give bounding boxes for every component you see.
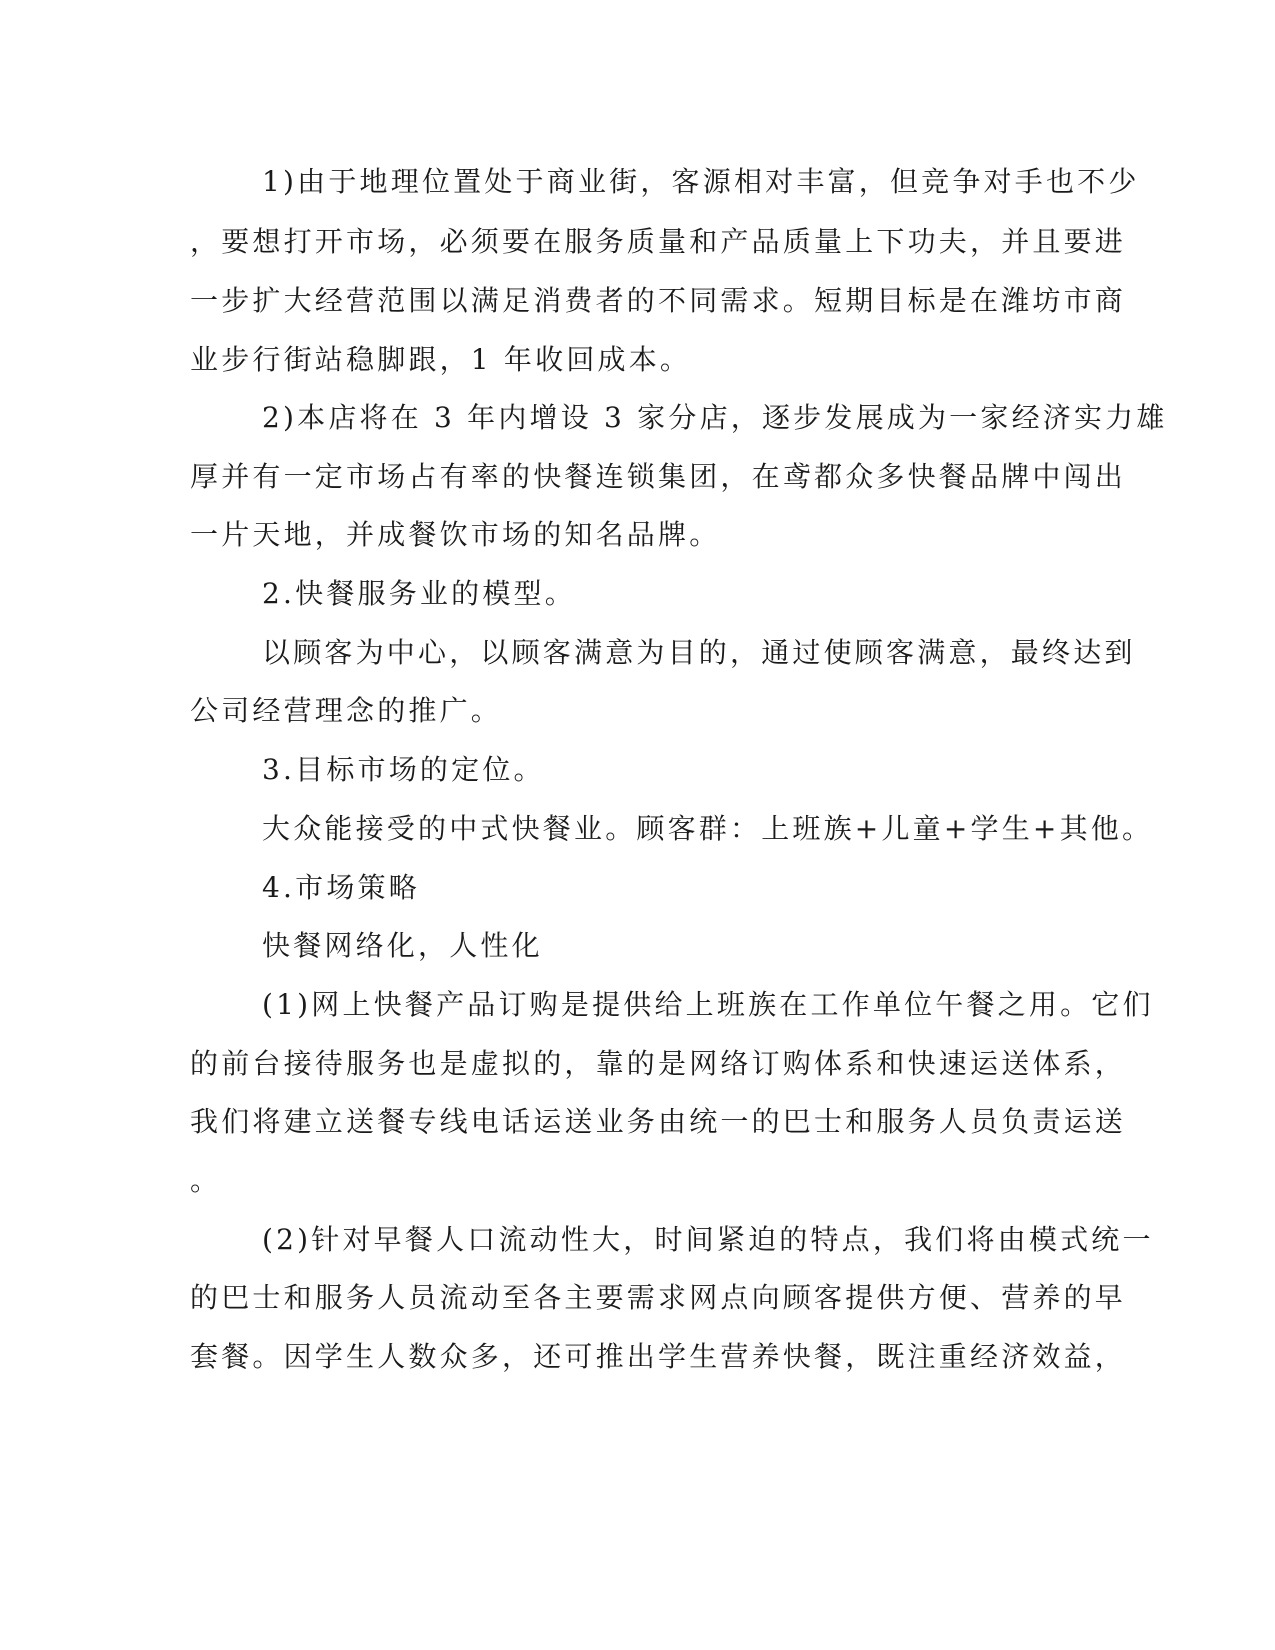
paragraph-1-line-3: 一步扩大经营范围以满足消费者的不同需求。短期目标是在潍坊市商 (190, 284, 1127, 317)
paragraph-7-line-2: 的巴士和服务人员流动至各主要需求网点向顾客提供方便、营养的早 (190, 1281, 1127, 1314)
paragraph-7-line-3: 套餐。因学生人数众多，还可推出学生营养快餐，既注重经济效益， (190, 1340, 1127, 1373)
paragraph-6-line-3: 我们将建立送餐专线电话运送业务由统一的巴士和服务人员负责运送 (190, 1105, 1127, 1138)
paragraph-4-line-1: 大众能接受的中式快餐业。顾客群：上班族+儿童+学生+其他。 (262, 812, 1154, 845)
paragraph-3-line-2: 公司经营理念的推广。 (190, 694, 503, 727)
paragraph-1-line-1: 1)由于地理位置处于商业街，客源相对丰富，但竞争对手也不少 (262, 165, 1140, 198)
paragraph-1-line-4: 业步行街站稳脚跟，1 年收回成本。 (190, 343, 692, 376)
heading-target-market: 3.目标市场的定位。 (262, 753, 545, 786)
paragraph-1-line-2: ，要想打开市场，必须要在服务质量和产品质量上下功夫，并且要进 (190, 225, 1127, 258)
paragraph-6-line-2: 的前台接待服务也是虚拟的，靠的是网络订购体系和快速运送体系， (190, 1047, 1127, 1080)
heading-market-strategy: 4.市场策略 (262, 871, 420, 904)
paragraph-6-line-4: 。 (190, 1164, 222, 1197)
paragraph-3-line-1: 以顾客为中心，以顾客满意为目的，通过使顾客满意，最终达到 (262, 636, 1136, 669)
paragraph-5-line-1: 快餐网络化，人性化 (262, 929, 543, 962)
heading-fast-food-model: 2.快餐服务业的模型。 (262, 577, 576, 610)
paragraph-2-line-1: 2)本店将在 3 年内增设 3 家分店，逐步发展成为一家经济实力雄 (262, 401, 1168, 434)
paragraph-2-line-2: 厚并有一定市场占有率的快餐连锁集团，在鸢都众多快餐品牌中闯出 (190, 460, 1127, 493)
paragraph-6-line-1: (1)网上快餐产品订购是提供给上班族在工作单位午餐之用。它们 (262, 988, 1154, 1021)
paragraph-2-line-3: 一片天地，并成餐饮市场的知名品牌。 (190, 518, 721, 551)
paragraph-7-line-1: (2)针对早餐人口流动性大，时间紧迫的特点，我们将由模式统一 (262, 1223, 1154, 1256)
